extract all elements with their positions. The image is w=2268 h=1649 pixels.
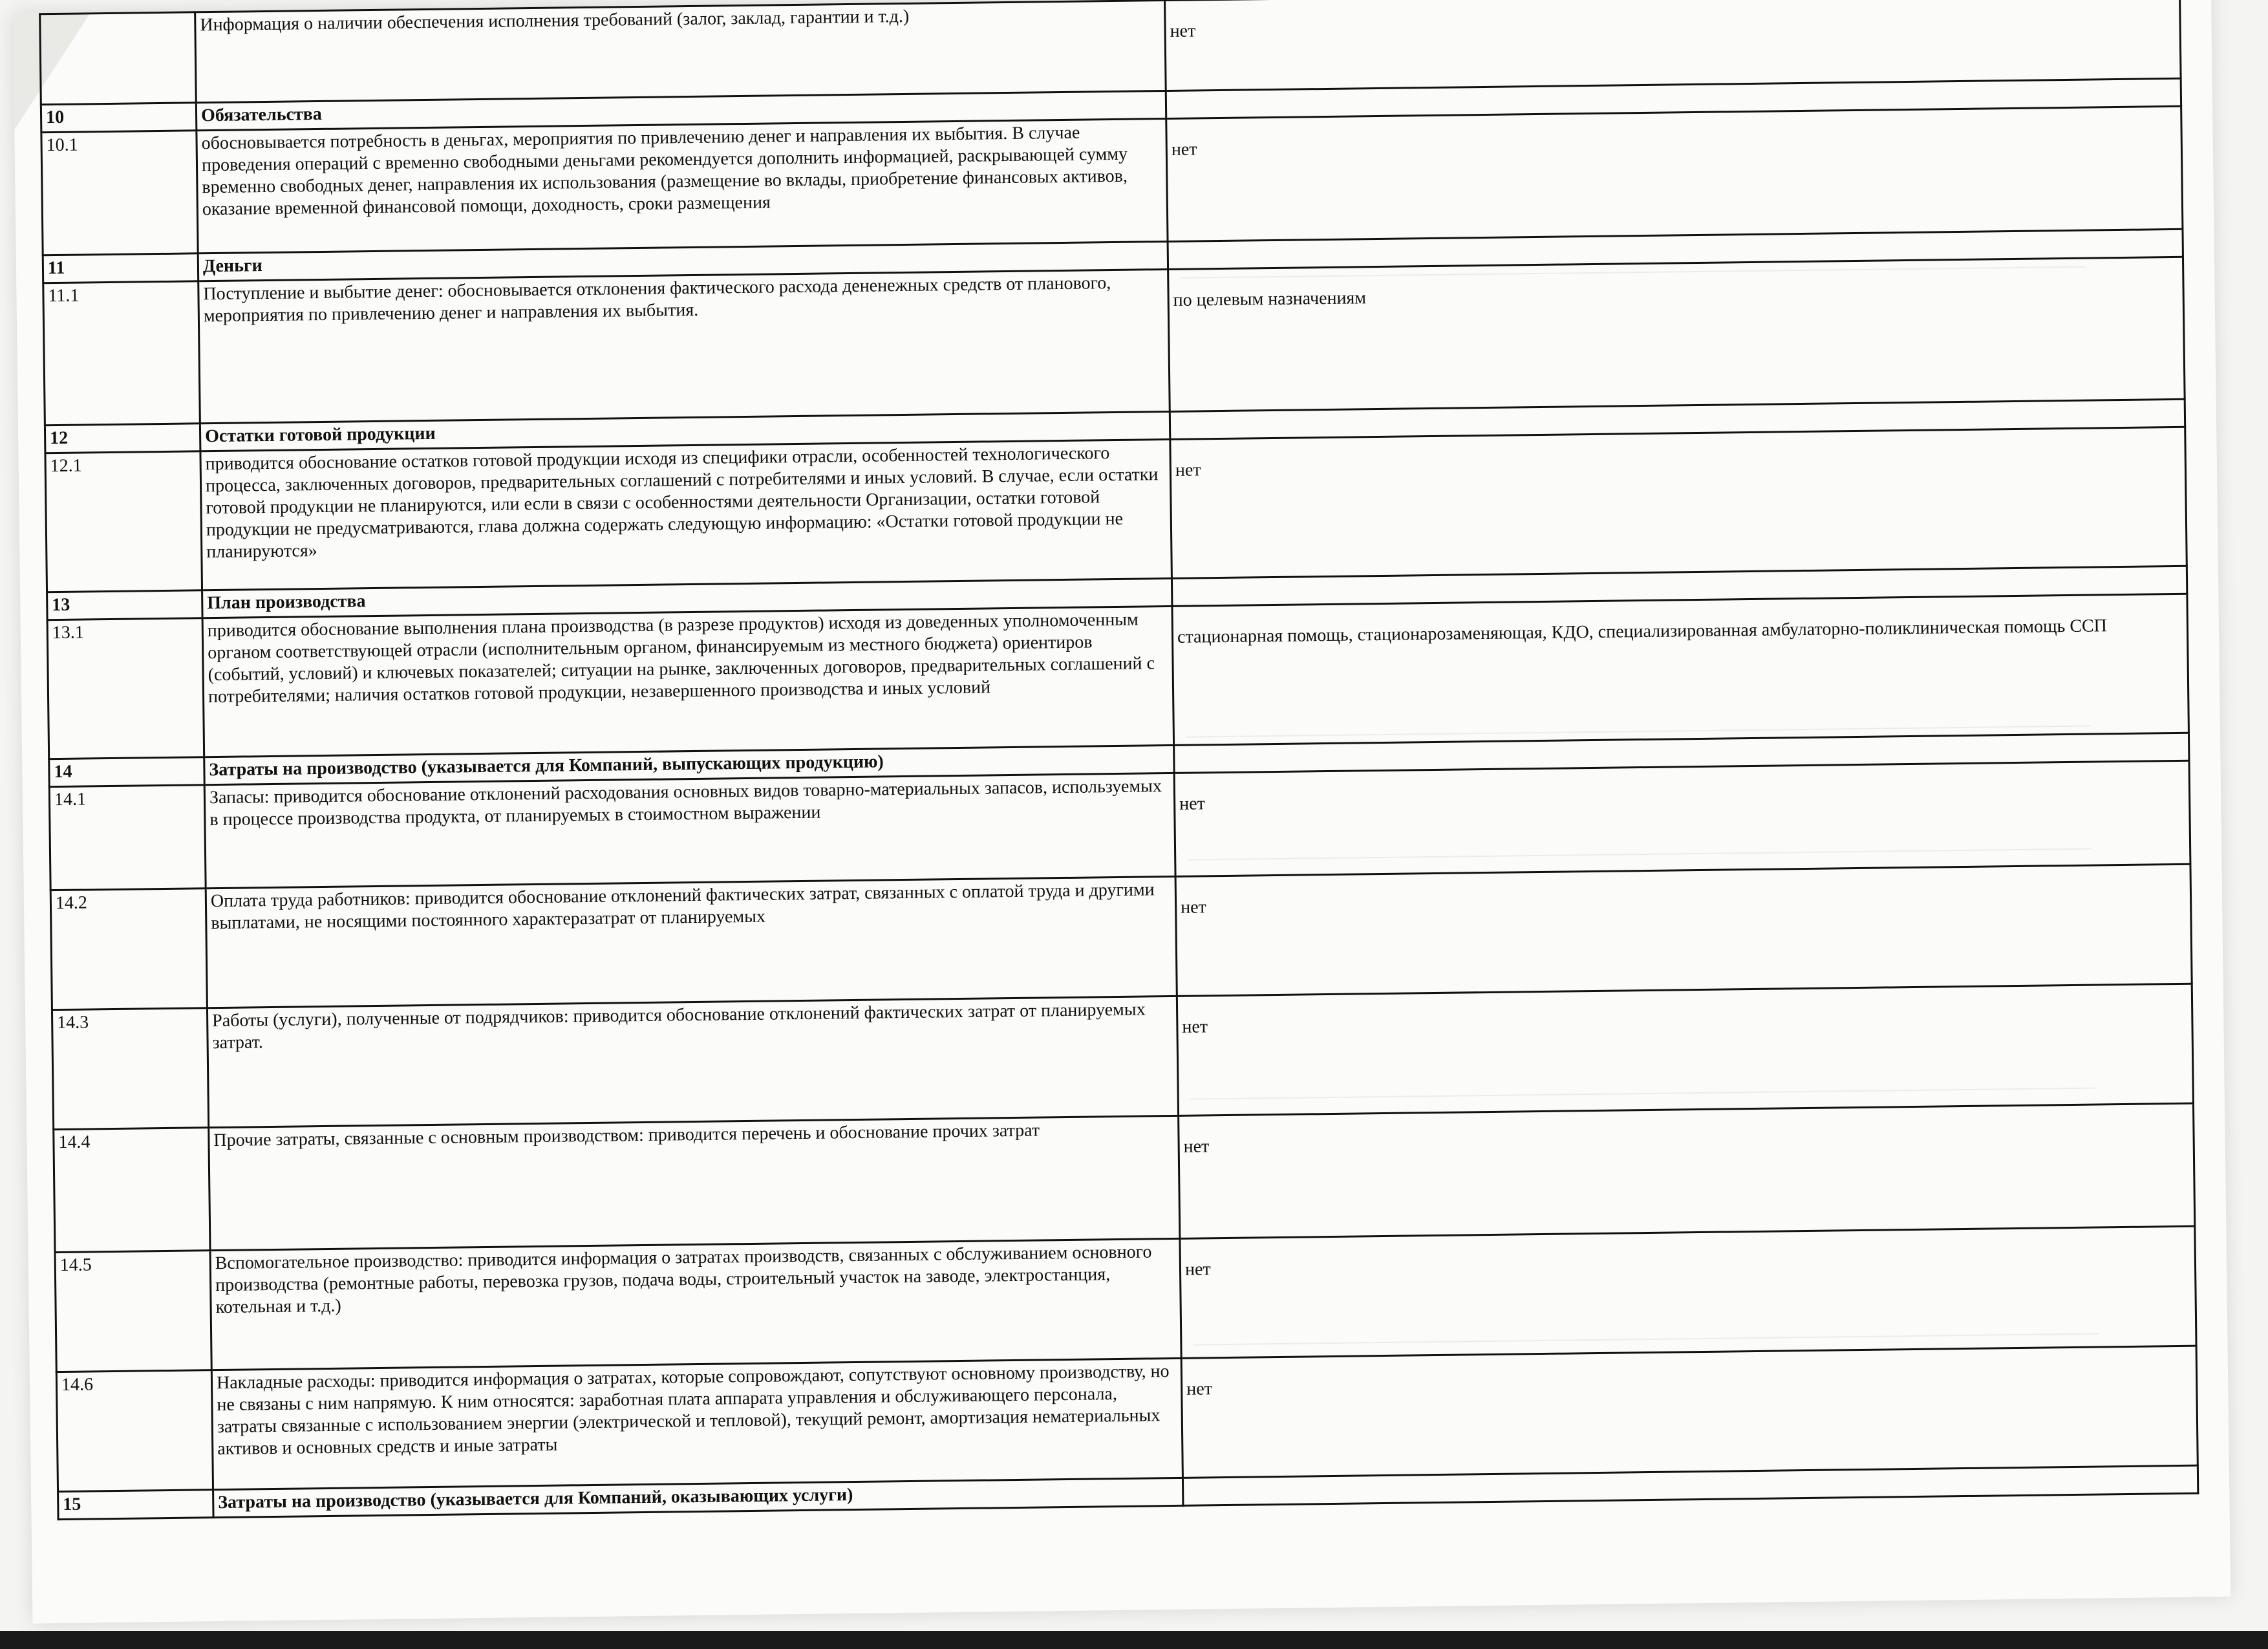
requirement-value: нет	[1181, 1346, 2198, 1478]
requirement-value: по целевым назначениям	[1168, 257, 2185, 411]
requirement-description: Работы (услуги), полученные от подрядчиков: приводится обоснование отклонений фактических затрат от планируемых затрат.	[207, 996, 1178, 1127]
row-number: 12.1	[45, 451, 202, 592]
section-title: Обязательства	[196, 91, 1166, 130]
table-row	[47, 594, 2188, 759]
row-number: 14.1	[49, 785, 206, 890]
section-title: Деньги	[198, 241, 1168, 281]
row-number: 12	[45, 424, 200, 453]
requirement-description: Накладные расходы: приводится информация о затратах, которые сопровождают, сопутствуют основному производству, но не связаны с ним напрямую. К ним относятся: заработная плата аппарата управления и обслуживающего персонала, затраты связанные с использованием энергии (электрической и тепловой), текущий ремонт, амортизация нематериальных активов и основных средств и иные затраты	[211, 1358, 1182, 1489]
requirement-value: нет	[1179, 1103, 2195, 1238]
section-title: Затраты на производство (указывается для Компаний, выпускающих продукцию)	[204, 745, 1174, 784]
requirement-value: нет	[1174, 760, 2190, 876]
section-title: План производства	[202, 578, 1172, 618]
requirement-description: Оплата труда работников: приводится обоснование отклонений фактических затрат, связанных с оплатой труда и другими выплатами, не носящими постоянного характеразатрат от планируемых	[206, 876, 1177, 1008]
row-number: 11	[43, 253, 198, 283]
row-number: 14.6	[56, 1370, 213, 1492]
row-number	[40, 12, 197, 105]
scanned-sheet	[13, 0, 2231, 1624]
requirement-description: обосновывается потребность в деньгах, мероприятия по привлечению денег и направления их выбытия. В случае проведения операций с временно свободными деньгами рекомендуется дополнить информацией, раскрывающей сумму временно свободных денег, направления их использования (размещение во вклады, приобретение финансовых активов, оказание временной финансовой помощи, доходность, сроки размещения	[197, 118, 1168, 253]
table-body	[40, 0, 2198, 1520]
requirement-value: нет	[1177, 984, 2193, 1116]
table-row	[43, 257, 2185, 425]
row-number: 13	[47, 590, 203, 620]
row-number: 10	[41, 103, 197, 133]
requirement-value: нет	[1165, 0, 2181, 91]
row-number: 14.5	[55, 1251, 211, 1372]
requirement-description: Вспомогательное производство: приводится информация о затратах производств, связанных с обслуживанием основного производства (ремонтные работы, перевозка грузов, подача воды, строительный участок на заводе, электростанция, котельная и т.д.)	[210, 1238, 1181, 1370]
scanner-edge	[0, 1631, 2268, 1649]
requirement-description: Информация о наличии обеспечения исполнения требований (залог, заклад, гарантии и т.д.)	[195, 1, 1166, 103]
requirement-value: нет	[1166, 106, 2183, 241]
row-number: 10.1	[41, 131, 198, 255]
requirement-value: стационарная помощь, стационарозаменяющая, КДО, специализированная амбулаторно-поликлиническая помощь ССП	[1172, 594, 2189, 745]
requirement-value: нет	[1175, 864, 2192, 996]
requirement-description: приводится обоснование выполнения плана производства (в разрезе продуктов) исходя из доведенных уполномоченным органом соответствующей отрасли (исполнительным органом, финансируемым из местного бюджета) ориентиров (событий, условий) и ключевых показателей; ситуации на рынке, заключенных договоров, предварительных соглашений с потребителями; наличия остатков готовой продукции, незавершенного производства и иных условий	[202, 606, 1174, 757]
section-title: Остатки готовой продукции	[200, 411, 1170, 451]
row-number: 14.2	[50, 889, 207, 1010]
row-number: 14	[49, 757, 205, 787]
requirement-description: Поступление и выбытие денег: обосновывается отклонения фактического расхода дененежных средств от планового, мероприятия по привлечению денег и направления их выбытия.	[198, 269, 1170, 423]
table-row	[45, 427, 2187, 592]
section-title: Затраты на производство (указывается для Компаний, оказывающих услуги)	[213, 1478, 1183, 1517]
row-number: 14.4	[54, 1128, 210, 1253]
row-number: 15	[58, 1490, 214, 1520]
row-number: 14.3	[52, 1008, 208, 1130]
requirements-table	[39, 0, 2199, 1520]
requirement-value: нет	[1170, 427, 2187, 578]
requirement-description: Прочие затраты, связанные с основным производством: приводится перечень и обоснование прочих затрат	[209, 1116, 1180, 1250]
requirement-description: Запасы: приводится обоснование отклонений расходования основных видов товарно-материальных запасов, используемых в процессе производства продукта, от планируемых в стоимостном выражении	[204, 773, 1175, 888]
requirement-description: приводится обоснование остатков готовой продукции исходя из специфики отрасли, особенностей технологического процесса, заключенных договоров, предварительных соглашений с потребителями и иных условий. В случае, если остатки готовой продукции не планируются, или если в связи с особенностями деятельности Организации, остатки готовой продукции не предусматриваются, глава должна содержать следующую информацию: «Остатки готовой продукции не планируются»	[200, 439, 1172, 590]
row-number: 13.1	[47, 618, 204, 759]
requirement-value: нет	[1180, 1226, 2196, 1358]
row-number: 11.1	[43, 281, 200, 426]
